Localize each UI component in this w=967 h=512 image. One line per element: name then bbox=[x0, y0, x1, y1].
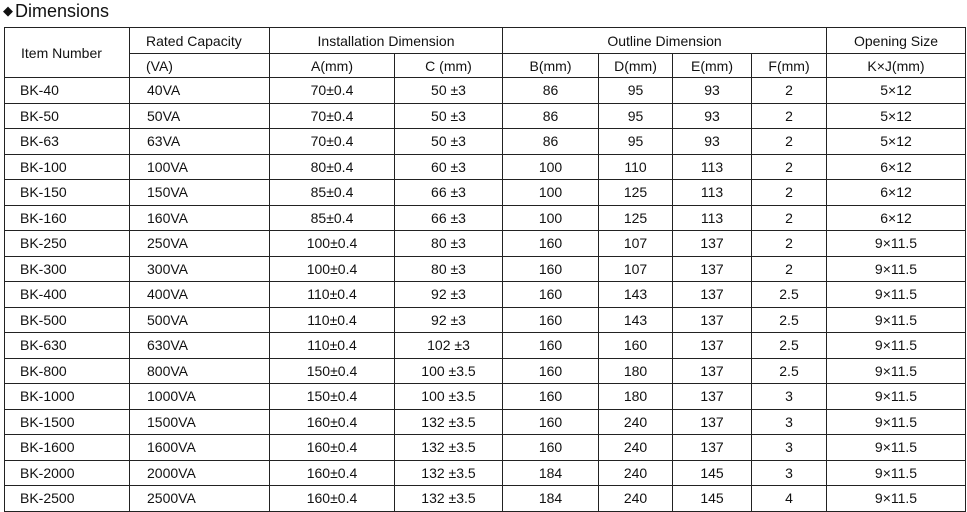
cell-b: 160 bbox=[503, 282, 599, 308]
cell-item-number: BK-250 bbox=[5, 231, 130, 257]
cell-d: 143 bbox=[599, 307, 673, 333]
cell-d: 107 bbox=[599, 231, 673, 257]
cell-c: 92 ±3 bbox=[395, 282, 503, 308]
cell-b: 86 bbox=[503, 129, 599, 155]
cell-e: 113 bbox=[673, 205, 752, 231]
cell-f: 2.5 bbox=[752, 282, 827, 308]
cell-a: 100±0.4 bbox=[270, 256, 395, 282]
cell-c: 100 ±3.5 bbox=[395, 358, 503, 384]
cell-c: 132 ±3.5 bbox=[395, 486, 503, 512]
cell-a: 70±0.4 bbox=[270, 129, 395, 155]
cell-b: 100 bbox=[503, 205, 599, 231]
cell-kj: 6×12 bbox=[827, 180, 966, 206]
cell-b: 160 bbox=[503, 256, 599, 282]
cell-item-number: BK-630 bbox=[5, 333, 130, 359]
cell-f: 2 bbox=[752, 205, 827, 231]
cell-kj: 9×11.5 bbox=[827, 231, 966, 257]
cell-rated-capacity: 40VA bbox=[130, 78, 270, 104]
cell-kj: 9×11.5 bbox=[827, 435, 966, 461]
cell-a: 160±0.4 bbox=[270, 486, 395, 512]
cell-f: 3 bbox=[752, 435, 827, 461]
cell-e: 137 bbox=[673, 231, 752, 257]
cell-rated-capacity: 100VA bbox=[130, 154, 270, 180]
table-row bbox=[5, 180, 966, 206]
cell-c: 92 ±3 bbox=[395, 307, 503, 333]
table-row bbox=[5, 409, 966, 435]
cell-b: 100 bbox=[503, 154, 599, 180]
cell-b: 160 bbox=[503, 409, 599, 435]
cell-f: 2 bbox=[752, 154, 827, 180]
cell-c: 66 ±3 bbox=[395, 180, 503, 206]
cell-e: 93 bbox=[673, 129, 752, 155]
cell-e: 93 bbox=[673, 78, 752, 104]
cell-rated-capacity: 630VA bbox=[130, 333, 270, 359]
cell-e: 137 bbox=[673, 409, 752, 435]
header-installation-dimension: Installation Dimension bbox=[270, 28, 503, 54]
cell-kj: 9×11.5 bbox=[827, 409, 966, 435]
cell-e: 137 bbox=[673, 282, 752, 308]
table-row bbox=[5, 460, 966, 486]
cell-rated-capacity: 500VA bbox=[130, 307, 270, 333]
cell-a: 100±0.4 bbox=[270, 231, 395, 257]
cell-f: 3 bbox=[752, 409, 827, 435]
cell-f: 2 bbox=[752, 231, 827, 257]
cell-f: 2 bbox=[752, 256, 827, 282]
cell-rated-capacity: 300VA bbox=[130, 256, 270, 282]
cell-b: 86 bbox=[503, 78, 599, 104]
cell-rated-capacity: 1500VA bbox=[130, 409, 270, 435]
cell-c: 66 ±3 bbox=[395, 205, 503, 231]
cell-c: 80 ±3 bbox=[395, 231, 503, 257]
header-item-number: Item Number bbox=[5, 28, 130, 78]
cell-e: 145 bbox=[673, 486, 752, 512]
table-row bbox=[5, 307, 966, 333]
cell-d: 240 bbox=[599, 460, 673, 486]
cell-item-number: BK-300 bbox=[5, 256, 130, 282]
header-b: B(mm) bbox=[503, 54, 599, 78]
cell-rated-capacity: 800VA bbox=[130, 358, 270, 384]
cell-b: 160 bbox=[503, 307, 599, 333]
cell-a: 85±0.4 bbox=[270, 205, 395, 231]
cell-item-number: BK-2000 bbox=[5, 460, 130, 486]
cell-e: 137 bbox=[673, 358, 752, 384]
cell-d: 95 bbox=[599, 78, 673, 104]
cell-rated-capacity: 1600VA bbox=[130, 435, 270, 461]
header-rated-capacity: Rated Capacity bbox=[130, 28, 270, 54]
table-row bbox=[5, 333, 966, 359]
cell-d: 107 bbox=[599, 256, 673, 282]
cell-b: 184 bbox=[503, 486, 599, 512]
cell-c: 132 ±3.5 bbox=[395, 435, 503, 461]
cell-f: 4 bbox=[752, 486, 827, 512]
cell-item-number: BK-1000 bbox=[5, 384, 130, 410]
cell-e: 137 bbox=[673, 435, 752, 461]
cell-rated-capacity: 50VA bbox=[130, 103, 270, 129]
table-row bbox=[5, 256, 966, 282]
header-opening-size: Opening Size bbox=[827, 28, 966, 54]
cell-e: 137 bbox=[673, 333, 752, 359]
table-row bbox=[5, 78, 966, 104]
cell-rated-capacity: 160VA bbox=[130, 205, 270, 231]
cell-a: 150±0.4 bbox=[270, 358, 395, 384]
cell-kj: 6×12 bbox=[827, 154, 966, 180]
cell-item-number: BK-63 bbox=[5, 129, 130, 155]
cell-e: 93 bbox=[673, 103, 752, 129]
cell-f: 2 bbox=[752, 78, 827, 104]
table-row bbox=[5, 205, 966, 231]
cell-c: 80 ±3 bbox=[395, 256, 503, 282]
cell-kj: 5×12 bbox=[827, 78, 966, 104]
cell-a: 110±0.4 bbox=[270, 333, 395, 359]
cell-item-number: BK-50 bbox=[5, 103, 130, 129]
cell-f: 3 bbox=[752, 460, 827, 486]
cell-rated-capacity: 150VA bbox=[130, 180, 270, 206]
cell-d: 95 bbox=[599, 129, 673, 155]
header-kj: K×J(mm) bbox=[827, 54, 966, 78]
cell-c: 50 ±3 bbox=[395, 78, 503, 104]
table-row bbox=[5, 435, 966, 461]
cell-kj: 9×11.5 bbox=[827, 460, 966, 486]
cell-f: 2 bbox=[752, 129, 827, 155]
cell-kj: 9×11.5 bbox=[827, 333, 966, 359]
cell-item-number: BK-1500 bbox=[5, 409, 130, 435]
section-title: Dimensions bbox=[15, 1, 110, 21]
cell-kj: 9×11.5 bbox=[827, 282, 966, 308]
cell-item-number: BK-800 bbox=[5, 358, 130, 384]
cell-b: 160 bbox=[503, 231, 599, 257]
cell-b: 184 bbox=[503, 460, 599, 486]
cell-a: 70±0.4 bbox=[270, 103, 395, 129]
cell-d: 125 bbox=[599, 205, 673, 231]
cell-kj: 6×12 bbox=[827, 205, 966, 231]
cell-rated-capacity: 2500VA bbox=[130, 486, 270, 512]
cell-d: 180 bbox=[599, 384, 673, 410]
cell-b: 160 bbox=[503, 384, 599, 410]
cell-a: 160±0.4 bbox=[270, 460, 395, 486]
cell-a: 160±0.4 bbox=[270, 409, 395, 435]
cell-item-number: BK-40 bbox=[5, 78, 130, 104]
table-row bbox=[5, 486, 966, 512]
cell-f: 2 bbox=[752, 180, 827, 206]
cell-e: 137 bbox=[673, 307, 752, 333]
cell-rated-capacity: 63VA bbox=[130, 129, 270, 155]
table-header bbox=[5, 28, 966, 78]
cell-b: 86 bbox=[503, 103, 599, 129]
cell-c: 132 ±3.5 bbox=[395, 409, 503, 435]
table-row bbox=[5, 384, 966, 410]
cell-b: 160 bbox=[503, 333, 599, 359]
table-body bbox=[5, 78, 966, 512]
cell-d: 125 bbox=[599, 180, 673, 206]
cell-a: 80±0.4 bbox=[270, 154, 395, 180]
header-d: D(mm) bbox=[599, 54, 673, 78]
cell-f: 3 bbox=[752, 384, 827, 410]
cell-rated-capacity: 250VA bbox=[130, 231, 270, 257]
cell-item-number: BK-1600 bbox=[5, 435, 130, 461]
cell-item-number: BK-100 bbox=[5, 154, 130, 180]
cell-d: 240 bbox=[599, 409, 673, 435]
diamond-bullet-icon: ◆ bbox=[3, 3, 13, 18]
header-e: E(mm) bbox=[673, 54, 752, 78]
cell-item-number: BK-2500 bbox=[5, 486, 130, 512]
cell-d: 110 bbox=[599, 154, 673, 180]
cell-b: 100 bbox=[503, 180, 599, 206]
cell-kj: 9×11.5 bbox=[827, 384, 966, 410]
cell-c: 102 ±3 bbox=[395, 333, 503, 359]
cell-c: 100 ±3.5 bbox=[395, 384, 503, 410]
cell-f: 2.5 bbox=[752, 333, 827, 359]
cell-kj: 9×11.5 bbox=[827, 256, 966, 282]
table-row bbox=[5, 282, 966, 308]
header-a: A(mm) bbox=[270, 54, 395, 78]
cell-d: 160 bbox=[599, 333, 673, 359]
cell-kj: 5×12 bbox=[827, 129, 966, 155]
cell-f: 2.5 bbox=[752, 358, 827, 384]
cell-e: 113 bbox=[673, 154, 752, 180]
section-heading bbox=[3, 0, 109, 22]
cell-c: 50 ±3 bbox=[395, 103, 503, 129]
cell-a: 70±0.4 bbox=[270, 78, 395, 104]
cell-kj: 5×12 bbox=[827, 103, 966, 129]
cell-rated-capacity: 1000VA bbox=[130, 384, 270, 410]
cell-a: 110±0.4 bbox=[270, 282, 395, 308]
cell-c: 60 ±3 bbox=[395, 154, 503, 180]
cell-item-number: BK-150 bbox=[5, 180, 130, 206]
table-row bbox=[5, 103, 966, 129]
cell-item-number: BK-400 bbox=[5, 282, 130, 308]
cell-c: 132 ±3.5 bbox=[395, 460, 503, 486]
cell-kj: 9×11.5 bbox=[827, 486, 966, 512]
cell-a: 110±0.4 bbox=[270, 307, 395, 333]
cell-a: 160±0.4 bbox=[270, 435, 395, 461]
cell-rated-capacity: 400VA bbox=[130, 282, 270, 308]
cell-kj: 9×11.5 bbox=[827, 307, 966, 333]
header-c: C (mm) bbox=[395, 54, 503, 78]
cell-rated-capacity: 2000VA bbox=[130, 460, 270, 486]
cell-d: 143 bbox=[599, 282, 673, 308]
table-row bbox=[5, 358, 966, 384]
table-row bbox=[5, 129, 966, 155]
cell-item-number: BK-500 bbox=[5, 307, 130, 333]
cell-e: 137 bbox=[673, 384, 752, 410]
cell-a: 150±0.4 bbox=[270, 384, 395, 410]
cell-e: 137 bbox=[673, 256, 752, 282]
cell-d: 95 bbox=[599, 103, 673, 129]
header-f: F(mm) bbox=[752, 54, 827, 78]
header-outline-dimension: Outline Dimension bbox=[503, 28, 827, 54]
cell-f: 2 bbox=[752, 103, 827, 129]
cell-e: 145 bbox=[673, 460, 752, 486]
table-row bbox=[5, 154, 966, 180]
cell-e: 113 bbox=[673, 180, 752, 206]
cell-kj: 9×11.5 bbox=[827, 358, 966, 384]
header-rated-capacity-unit: (VA) bbox=[130, 54, 270, 78]
cell-f: 2.5 bbox=[752, 307, 827, 333]
dimensions-table bbox=[4, 27, 966, 512]
table-row bbox=[5, 231, 966, 257]
cell-a: 85±0.4 bbox=[270, 180, 395, 206]
cell-b: 160 bbox=[503, 435, 599, 461]
cell-b: 160 bbox=[503, 358, 599, 384]
cell-d: 240 bbox=[599, 486, 673, 512]
cell-d: 180 bbox=[599, 358, 673, 384]
cell-item-number: BK-160 bbox=[5, 205, 130, 231]
cell-d: 240 bbox=[599, 435, 673, 461]
cell-c: 50 ±3 bbox=[395, 129, 503, 155]
